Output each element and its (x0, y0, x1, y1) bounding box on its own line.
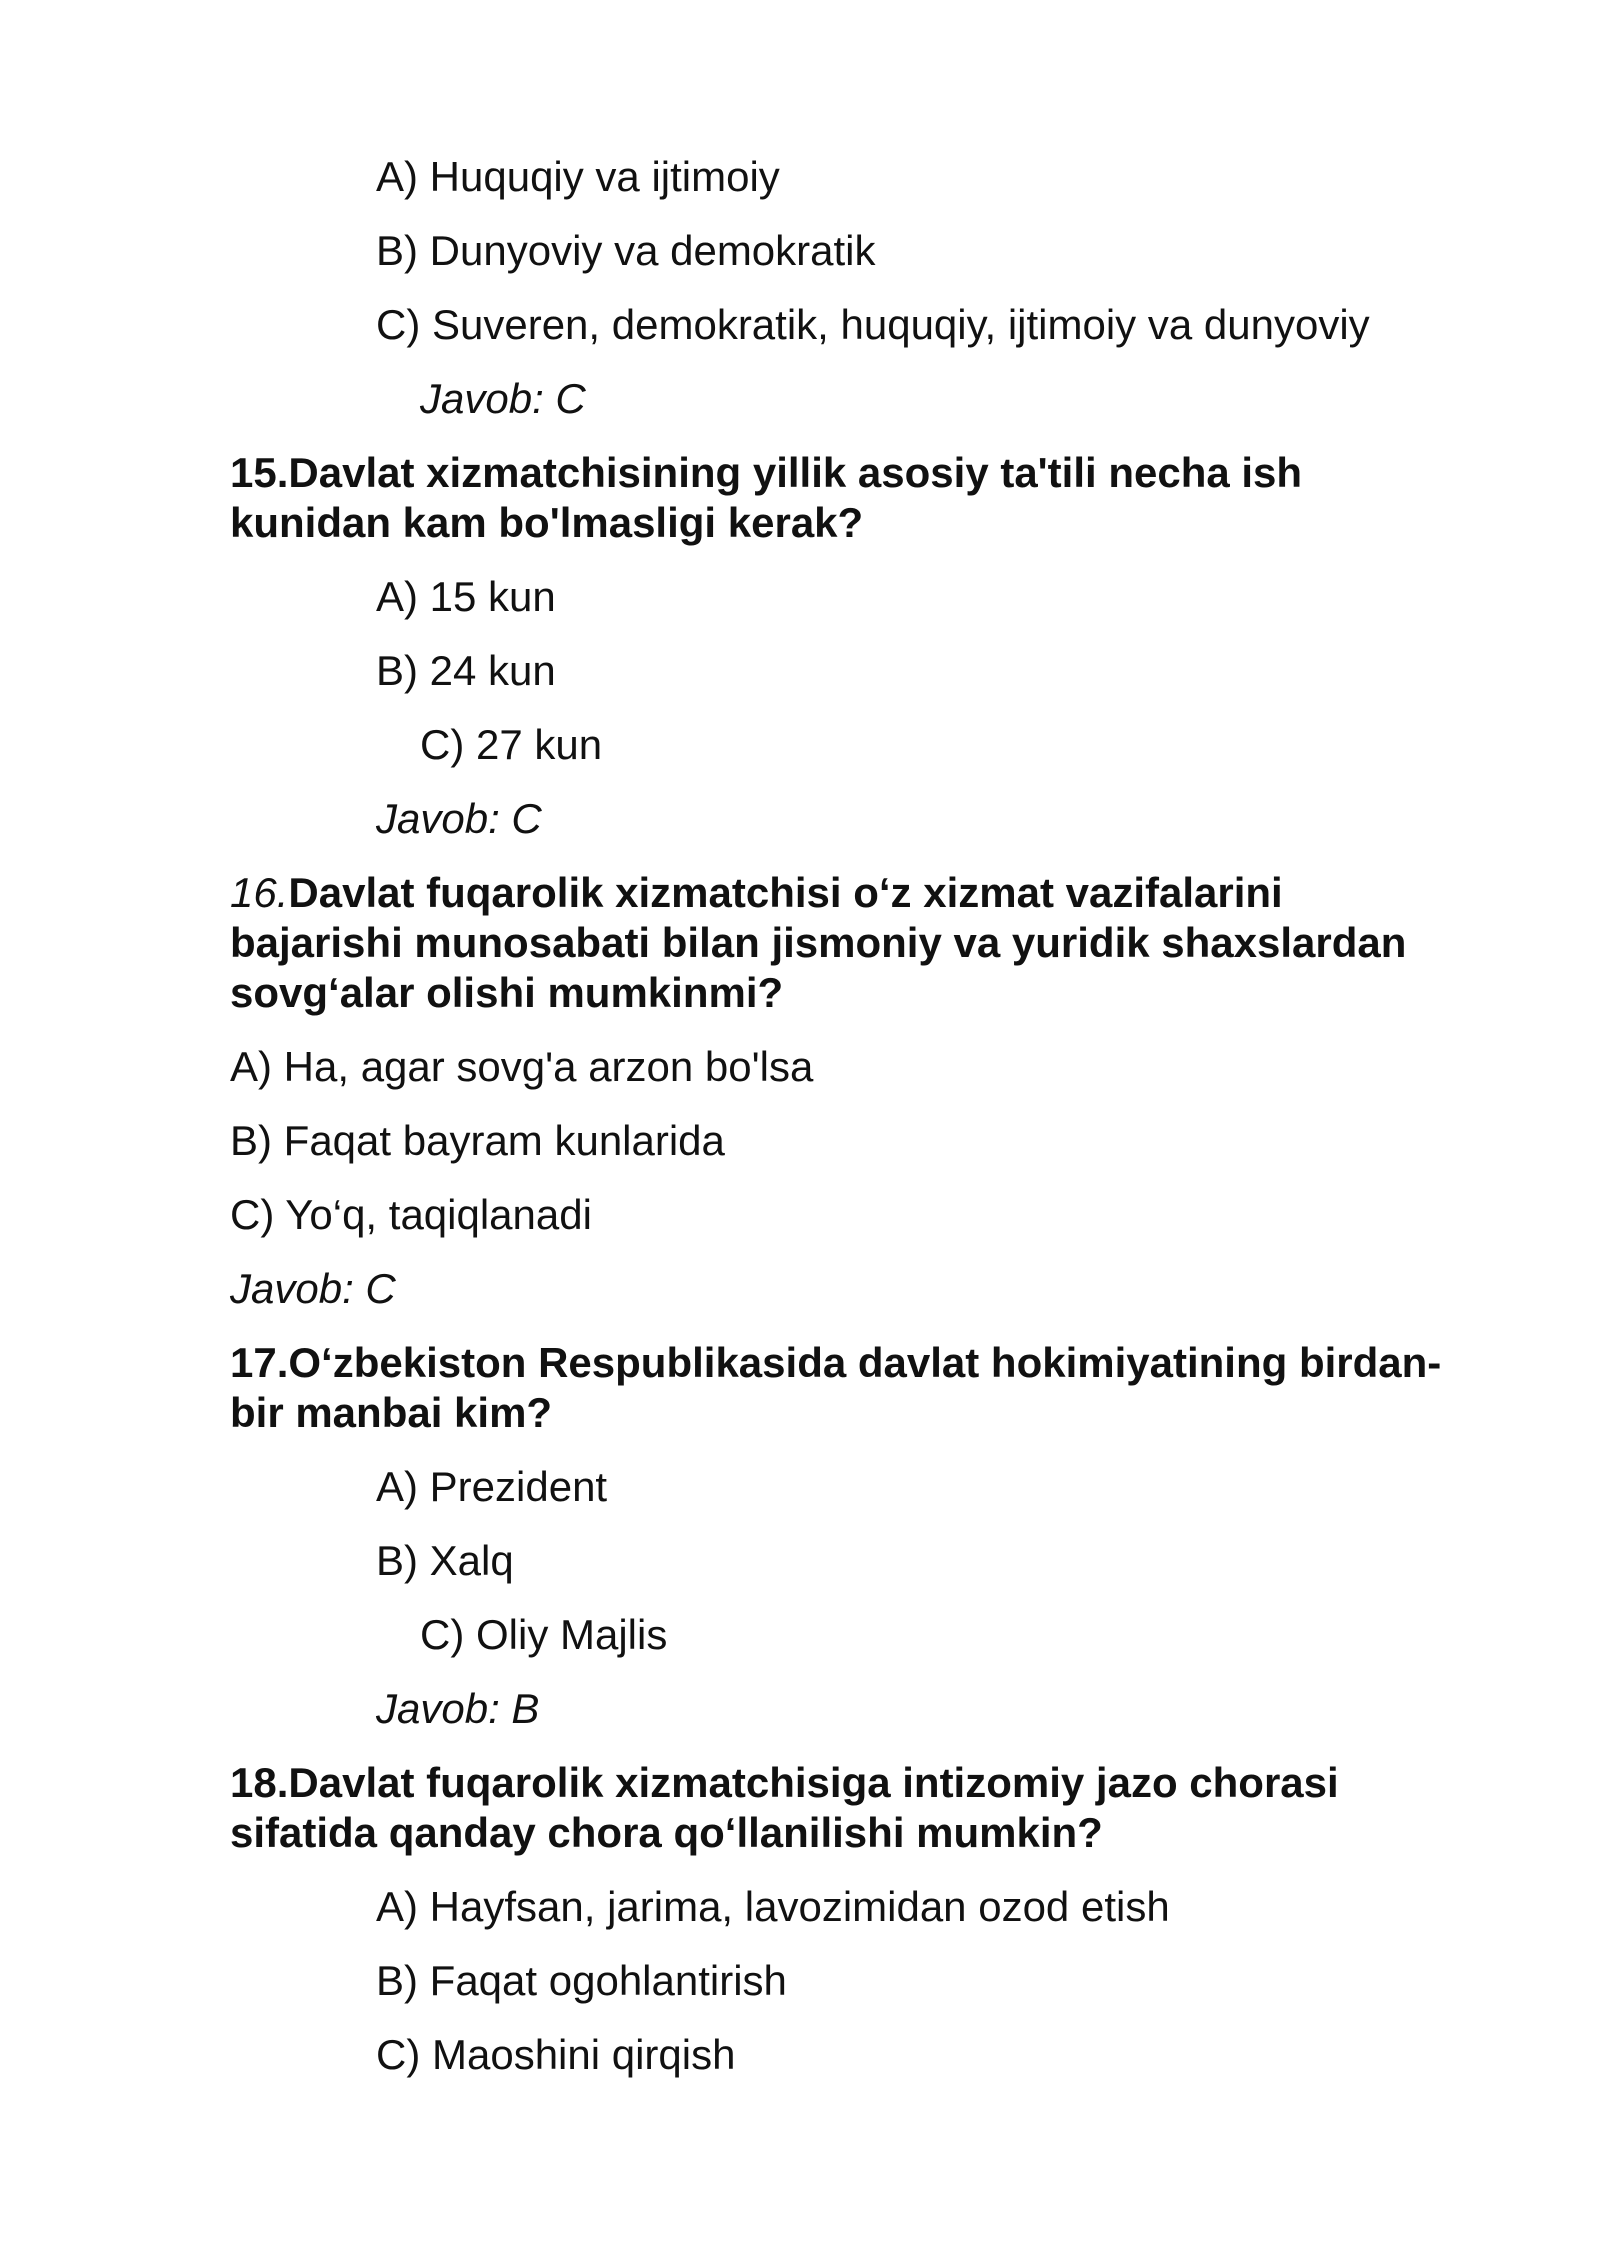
q15-number: 15. (230, 449, 289, 496)
q17-line-2: bir manbai kim? (230, 1389, 553, 1436)
q16-number: 16. (230, 869, 289, 916)
q17-answer: Javob: B (376, 1685, 540, 1732)
q17-number: 17. (230, 1339, 289, 1386)
q16-line-1: 16.Davlat fuqarolik xizmatchisi o‘z xizmat vazifalarini (230, 869, 1283, 916)
q16-option-b: B) Faqat bayram kunlarida (230, 1117, 725, 1164)
q17-option-b: B) Xalq (376, 1537, 514, 1584)
q15-option-a: A) 15 kun (376, 573, 556, 620)
q16-line-3: sovg‘alar olishi mumkinmi? (230, 969, 784, 1016)
q16-line-2: bajarishi munosabati bilan jismoniy va yuridik shaxslardan (230, 919, 1407, 966)
q18-line-2: sifatida qanday chora qo‘llanilishi mumkin? (230, 1809, 1103, 1856)
q14-option-c: C) Suveren, demokratik, huquqiy, ijtimoiy va dunyoviy (376, 301, 1370, 348)
q15-option-c: C) 27 kun (420, 721, 603, 768)
q15-line-1: 15.Davlat xizmatchisining yillik asosiy ta'tili necha ish (230, 449, 1303, 496)
q17-option-a: A) Prezident (376, 1463, 608, 1510)
q18-option-a: A) Hayfsan, jarima, lavozimidan ozod etish (376, 1883, 1170, 1930)
q14-answer: Javob: C (420, 375, 586, 422)
q18-option-b: B) Faqat ogohlantirish (376, 1957, 787, 2004)
q16-answer: Javob: C (230, 1265, 396, 1312)
q17-question (230, 1338, 1530, 1438)
q16-option-c: C) Yo‘q, taqiqlanadi (230, 1191, 592, 1238)
q16-option-a: A) Ha, agar sovg'a arzon bo'lsa (230, 1043, 814, 1090)
q15-option-b: B) 24 kun (376, 647, 556, 694)
q15-answer: Javob: C (376, 795, 542, 842)
q14-option-a: A) Huquqiy va ijtimoiy (376, 153, 780, 200)
q15-question (230, 448, 1530, 548)
q15-line-2: kunidan kam bo'lmasligi kerak? (230, 499, 864, 546)
q18-number: 18. (230, 1759, 289, 1806)
q16-question (230, 868, 1530, 1018)
q17-line-1: 17.O‘zbekiston Respublikasida davlat hokimiyatining birdan- (230, 1339, 1442, 1386)
q18-option-c: C) Maoshini qirqish (376, 2031, 736, 2078)
q18-line-1: 18.Davlat fuqarolik xizmatchisiga intizomiy jazo chorasi (230, 1759, 1339, 1806)
q17-option-c: C) Oliy Majlis (420, 1611, 668, 1658)
q18-question (230, 1758, 1530, 1858)
q14-option-b: B) Dunyoviy va demokratik (376, 227, 876, 274)
